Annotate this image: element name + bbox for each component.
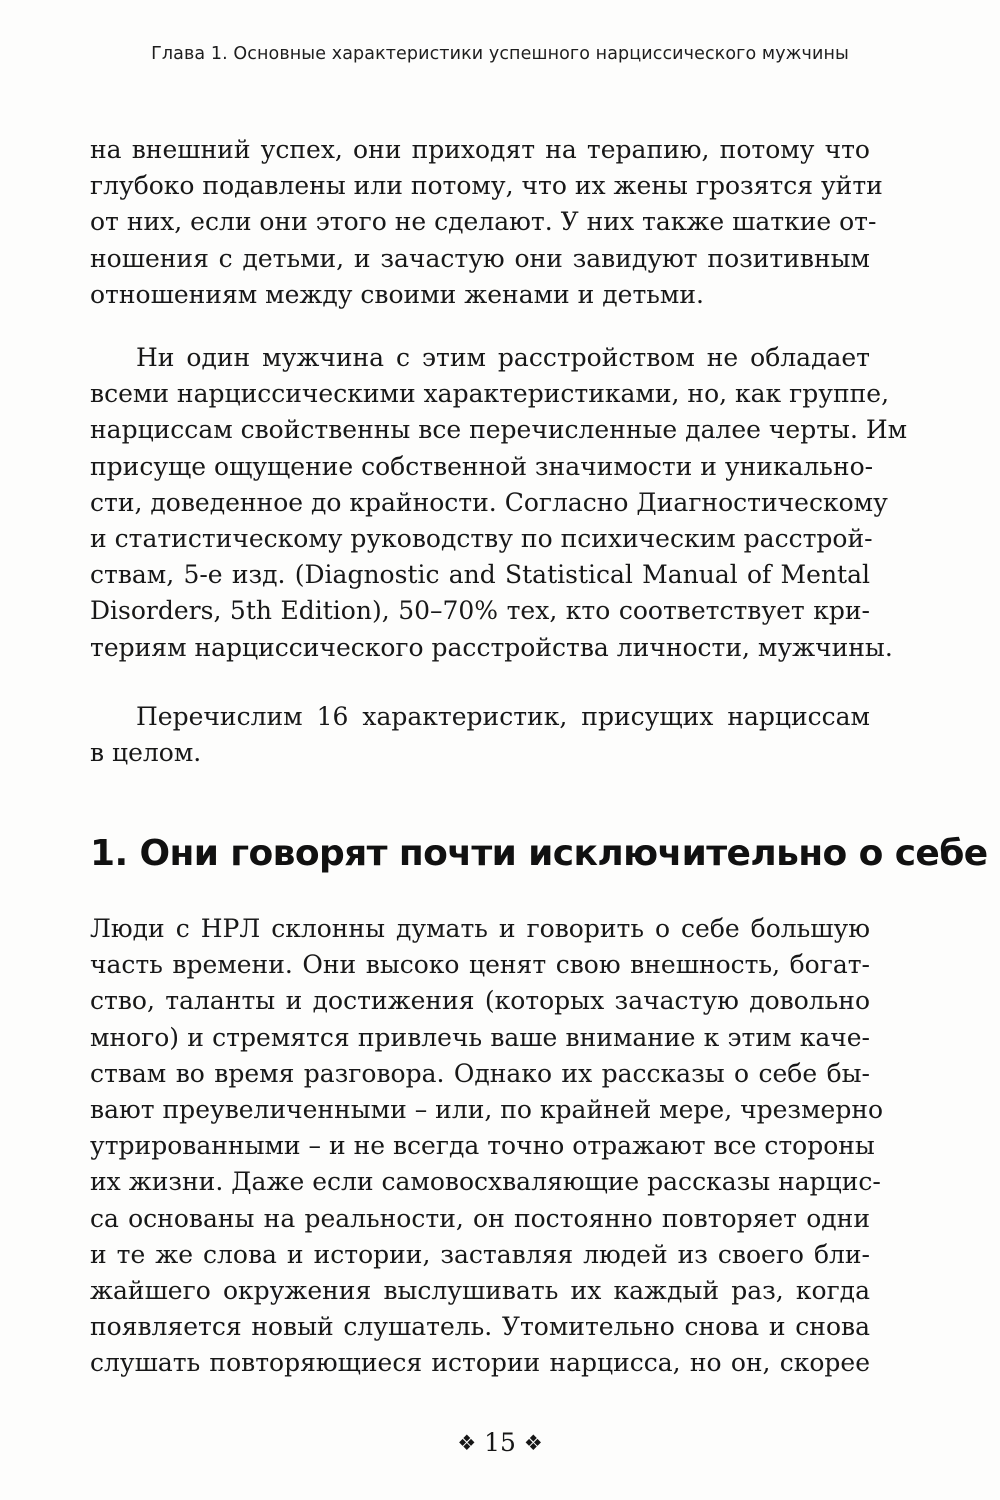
text-line: териям нарциссического расстройства личности, мужчины. [90, 632, 893, 662]
paragraph-continuation [90, 132, 883, 313]
text-line: утрированными – и не всегда точно отражают все стороны [90, 1131, 875, 1161]
paragraph [90, 699, 870, 771]
ornament-diamond-icon: ❖ [523, 1431, 543, 1455]
paragraph [90, 911, 884, 1381]
section-heading: 1. Они говорят почти исключительно о себе [90, 833, 988, 874]
ornament-diamond-icon: ❖ [457, 1431, 477, 1455]
text-line: Перечислим 16 характеристик, присущих нарциссам [136, 702, 870, 731]
page-folio [0, 1428, 1000, 1457]
text-line: часть времени. Они высоко ценят свою внешность, богат- [90, 950, 870, 980]
text-line: жайшего окружения выслушивать их каждый раз, когда [90, 1275, 870, 1305]
paragraph [90, 340, 908, 666]
text-line: са основаны на реальности, он постоянно повторяет одни [90, 1203, 870, 1233]
text-line: присуще ощущение собственной значимости и уникально- [90, 451, 874, 481]
text-line: отношениям между своими женами и детьми. [90, 279, 704, 309]
text-line: вают преувеличенными – или, по крайней мере, чрезмерно [90, 1094, 884, 1124]
text-line: ношения с детьми, и зачастую они завидуют позитивным [90, 243, 870, 273]
text-line: нарциссам свойственны все перечисленные далее черты. Им [90, 415, 908, 445]
text-line: всеми нарциссическими характеристиками, но, как группе, [90, 379, 890, 409]
text-line: Люди с НРЛ склонны думать и говорить о себе большую [90, 914, 870, 943]
text-line: и те же слова и истории, заставляя людей из своего бли- [90, 1239, 870, 1269]
text-line: сти, доведенное до крайности. Согласно Диагностическому [90, 487, 888, 517]
text-line: ство, таланты и достижения (которых зачастую довольно [90, 986, 870, 1016]
text-line: ствам, 5-е изд. (Diagnostic and Statistical Manual of Mental [90, 560, 870, 590]
text-line: много) и стремятся привлечь ваше внимание к этим каче- [90, 1022, 870, 1052]
page-number: 15 [484, 1428, 516, 1457]
text-line: появляется новый слушатель. Утомительно снова и снова [90, 1312, 870, 1342]
text-line: Disorders, 5th Edition), 50–70% тех, кто соответствует кри- [90, 596, 870, 626]
text-line: слушать повторяющиеся истории нарцисса, но он, скорее [90, 1348, 870, 1378]
text-line: ствам во время разговора. Однако их рассказы о себе бы- [90, 1058, 870, 1088]
text-line: от них, если они этого не сделают. У них также шаткие от- [90, 207, 877, 237]
text-line: глубоко подавлены или потому, что их жены грозятся уйти [90, 171, 883, 201]
text-line: на внешний успех, они приходят на терапию, потому что [90, 135, 870, 164]
text-line: в целом. [90, 738, 202, 768]
running-header: Глава 1. Основные характеристики успешного нарциссического мужчины [151, 44, 849, 64]
text-line: их жизни. Даже если самовосхваляющие рассказы нарцис- [90, 1167, 881, 1197]
text-line: и статистическому руководству по психическим расстрой- [90, 523, 873, 553]
text-line: Ни один мужчина с этим расстройством не обладает [136, 343, 870, 372]
